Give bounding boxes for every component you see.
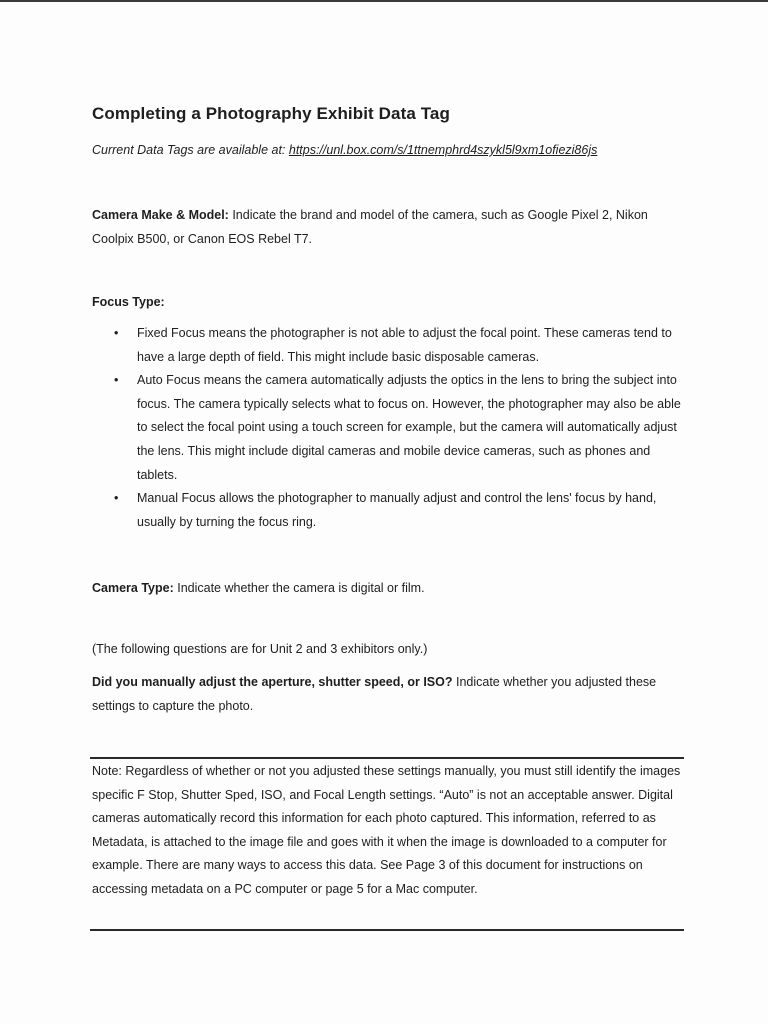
list-item [92,369,692,487]
camera-type-label: Camera Type: [92,581,174,595]
note-bottom-divider [90,929,684,931]
data-tags-link[interactable]: https://unl.box.com/s/1ttnemphrd4szykl5l9xm1ofiezi86js [288,143,598,157]
note-top-divider [90,757,684,759]
focus-item-text: Auto Focus means the camera automatically adjusts the optics in the lens to bring the subject into focus. The camera typically selects what to focus on. However, the photographer may also be able to select the focal point using a touch screen for example, but the camera will automatically adjust the lens. This might include digital cameras and mobile device cameras, such as phones and tablets. [137,373,681,482]
manual-adjust-label: Did you manually adjust the aperture, shutter speed, or ISO? [92,675,453,689]
camera-make-label: Camera Make & Model: [92,208,229,222]
camera-make-section [92,203,692,251]
camera-make-text: Indicate the brand and model of the camera, such as Google Pixel 2, Nikon Coolpix B500, or Canon EOS Rebel T7. [92,208,648,246]
focus-item-text: Manual Focus allows the photographer to manually adjust and control the lens' focus by hand, usually by turning the focus ring. [137,491,657,529]
list-item [92,487,692,534]
bullet-icon: • [114,326,119,340]
data-tags-availability-line [92,143,597,157]
camera-type-text: Indicate whether the camera is digital or film. [173,581,425,595]
bullet-icon: • [114,373,119,388]
list-item [92,322,692,369]
bullet-icon: • [114,491,119,506]
focus-item-text: Fixed Focus means the photographer is not able to adjust the focal point. These cameras tend to have a large depth of field. This might include basic disposable cameras. [137,326,672,364]
focus-type-heading: Focus Type: [92,295,165,309]
page-title: Completing a Photography Exhibit Data Tag [92,104,450,123]
manual-adjust-text: Indicate whether you adjusted these settings to capture the photo. [92,675,657,713]
unit-exhibitors-note: (The following questions are for Unit 2 and 3 exhibitors only.) [92,642,428,656]
camera-type-section [92,576,692,600]
data-tags-prefix: Current Data Tags are available at: [92,143,289,157]
manual-adjust-section [92,670,692,718]
focus-type-list [92,322,692,534]
metadata-note: Note: Regardless of whether or not you adjusted these settings manually, you must still identify the images specific F Stop, Shutter Sped, ISO, and Focal Length settings. “Auto” is not an acceptable answer. Digital cameras automatically record this information for each photo captured. This information, referred to as Metadata, is attached to the image file and goes with it when the image is downloaded to a computer for example. There are many ways to access this data. See Page 3 of this document for instructions on accessing metadata on a PC computer or page 5 for a Mac computer. [92,764,681,896]
top-border-line [0,0,768,2]
